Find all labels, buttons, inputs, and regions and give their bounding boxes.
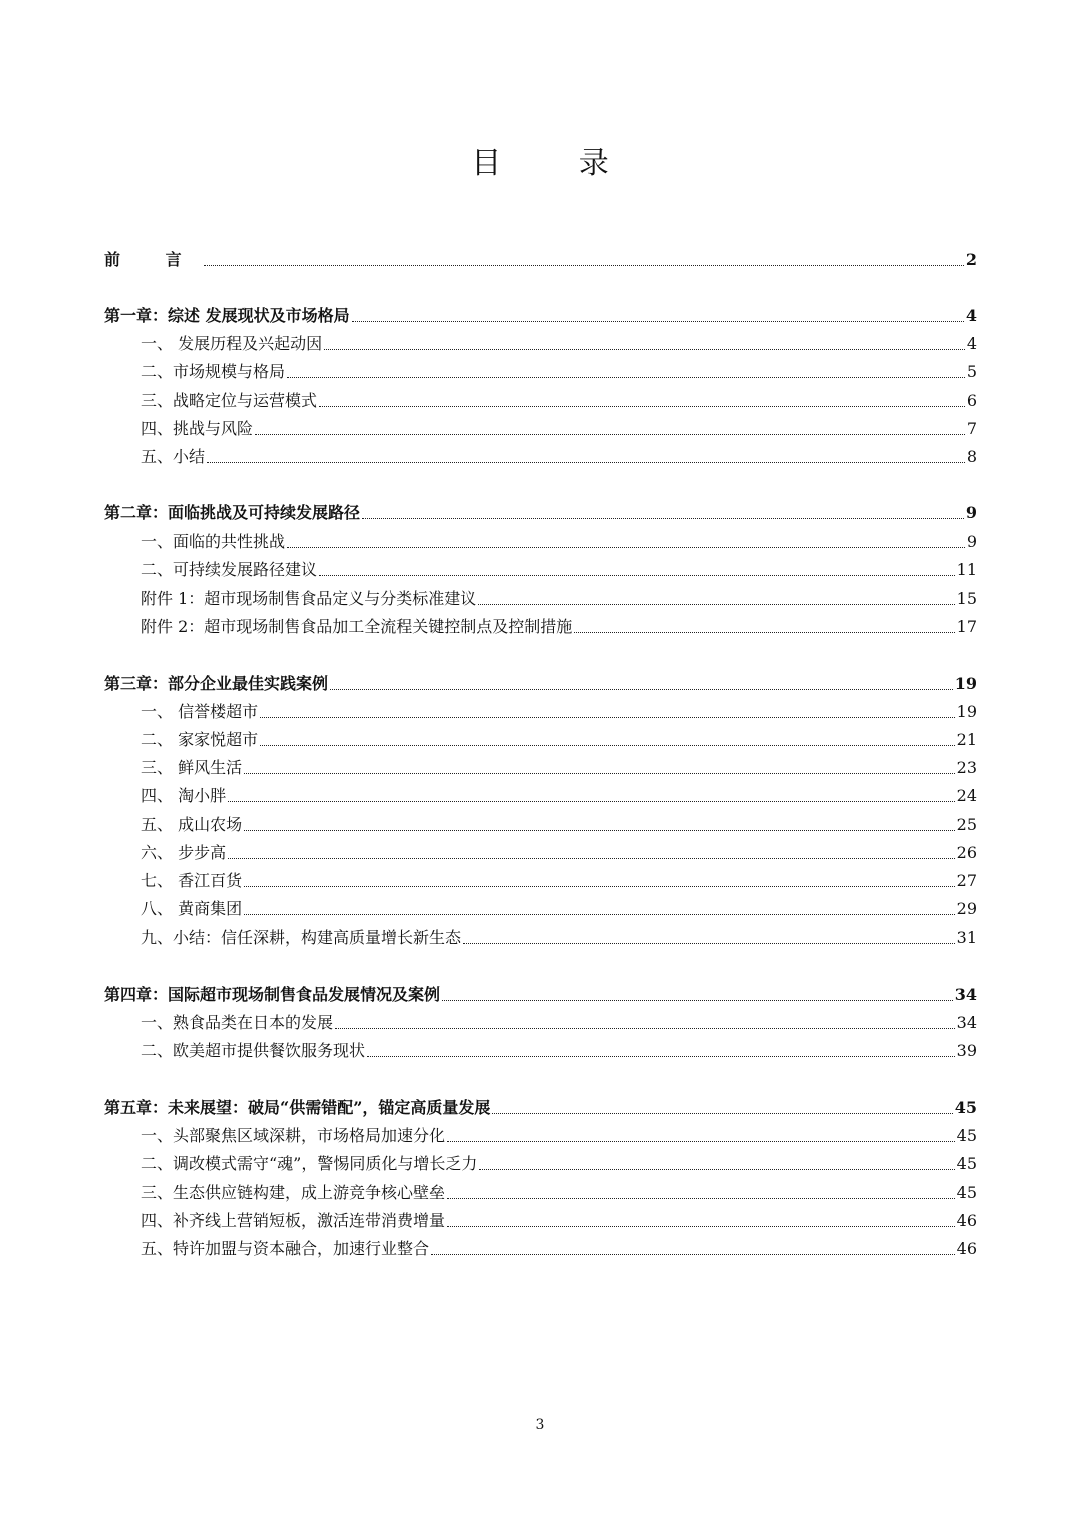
entry-label: 三、生态供应链构建，成上游竞争核心壁垒	[141, 1183, 446, 1202]
entry-page-number: 4	[966, 334, 977, 353]
toc-section-entry[interactable]	[104, 839, 977, 863]
toc-section-entry[interactable]	[104, 330, 977, 354]
entry-page-number: 19	[954, 674, 977, 693]
dot-leader	[260, 744, 955, 746]
entry-label: 二、可持续发展路径建议	[141, 560, 318, 579]
toc-chapter-entry[interactable]	[104, 499, 977, 523]
dot-leader	[319, 574, 955, 576]
entry-label: 一、熟食品类在日本的发展	[141, 1013, 334, 1032]
toc-section-entry[interactable]	[104, 726, 977, 750]
entry-label: 五、小结	[141, 447, 206, 466]
entry-page-number: 15	[956, 589, 977, 608]
toc-section-entry[interactable]	[104, 867, 977, 891]
dot-leader	[319, 405, 965, 407]
toc-chapter-entry[interactable]	[104, 302, 977, 326]
entry-page-number: 34	[954, 985, 977, 1004]
dot-leader	[287, 376, 965, 378]
entry-label: 五、 成山农场	[141, 815, 243, 834]
dot-leader	[431, 1253, 955, 1255]
entry-label: 一、头部聚焦区域深耕，市场格局加速分化	[141, 1126, 446, 1145]
entry-label: 三、战略定位与运营模式	[141, 391, 318, 410]
entry-label: 附件 1：超市现场制售食品定义与分类标准建议	[141, 589, 477, 608]
dot-leader	[492, 1112, 952, 1114]
entry-page-number: 11	[956, 560, 977, 579]
entry-page-number: 31	[956, 928, 977, 947]
dot-leader	[287, 546, 965, 548]
entry-page-number: 45	[956, 1126, 977, 1145]
toc-section-entry[interactable]	[104, 1122, 977, 1146]
entry-page-number: 8	[966, 447, 977, 466]
toc-chapter-entry[interactable]	[104, 1094, 977, 1118]
entry-page-number: 45	[956, 1154, 977, 1173]
entry-page-number: 39	[956, 1041, 977, 1060]
dot-leader	[574, 631, 954, 633]
toc-title: 目 录	[471, 146, 643, 181]
entry-label: 四、补齐线上营销短板，激活连带消费增量	[141, 1211, 446, 1230]
dot-leader	[330, 688, 953, 690]
toc-section-entry[interactable]	[104, 811, 977, 835]
entry-label: 七、 香江百货	[141, 871, 243, 890]
entry-label: 三、 鲜风生活	[141, 758, 243, 777]
entry-page-number: 5	[966, 362, 977, 381]
entry-label: 二、调改模式需守“魂”，警惕同质化与增长乏力	[141, 1154, 478, 1173]
entry-page-number: 29	[956, 899, 977, 918]
dot-leader	[442, 999, 953, 1001]
entry-page-number: 19	[956, 702, 977, 721]
dot-leader	[244, 829, 955, 831]
dot-leader	[228, 800, 955, 802]
entry-page-number: 45	[956, 1183, 977, 1202]
toc-chapter-entry[interactable]	[104, 670, 977, 694]
dot-leader	[207, 461, 965, 463]
dot-leader	[244, 772, 955, 774]
dot-leader	[479, 1168, 954, 1170]
dot-leader	[324, 348, 965, 350]
entry-page-number: 2	[965, 250, 977, 269]
entry-label: 二、欧美超市提供餐饮服务现状	[141, 1041, 366, 1060]
entry-page-number: 46	[956, 1211, 977, 1230]
toc-section-entry[interactable]	[104, 1009, 977, 1033]
entry-page-number: 7	[966, 419, 977, 438]
entry-label: 一、 信誉楼超市	[141, 702, 259, 721]
entry-label: 前 言	[104, 250, 202, 269]
toc-section-entry[interactable]	[104, 358, 977, 382]
dot-leader	[478, 603, 954, 605]
entry-page-number: 46	[956, 1239, 977, 1258]
entry-page-number: 23	[956, 758, 977, 777]
entry-label: 一、 发展历程及兴起动因	[141, 334, 323, 353]
toc-section-entry[interactable]	[104, 1150, 977, 1174]
dot-leader	[463, 942, 955, 944]
page-number: 3	[535, 1417, 545, 1433]
toc-section-entry[interactable]	[104, 556, 977, 580]
entry-label: 附件 2：超市现场制售食品加工全流程关键控制点及控制措施	[141, 617, 573, 636]
toc-section-entry[interactable]	[104, 613, 977, 637]
entry-label: 第四章：国际超市现场制售食品发展情况及案例	[104, 985, 441, 1004]
entry-page-number: 25	[956, 815, 977, 834]
dot-leader	[367, 1055, 955, 1057]
entry-page-number: 9	[966, 532, 977, 551]
entry-page-number: 6	[966, 391, 977, 410]
toc-section-entry[interactable]	[104, 782, 977, 806]
entry-page-number: 17	[956, 617, 977, 636]
toc-section-entry[interactable]	[104, 443, 977, 467]
entry-label: 六、 步步高	[141, 843, 227, 862]
dot-leader	[447, 1197, 955, 1199]
entry-label: 第三章：部分企业最佳实践案例	[104, 674, 329, 693]
entry-page-number: 21	[956, 730, 977, 749]
toc-section-entry[interactable]	[104, 1235, 977, 1259]
entry-label: 第一章：综述 发展现状及市场格局	[104, 306, 350, 325]
toc-section-entry[interactable]	[104, 387, 977, 411]
entry-label: 二、市场规模与格局	[141, 362, 286, 381]
toc-section-entry[interactable]	[104, 1037, 977, 1061]
entry-page-number: 27	[956, 871, 977, 890]
dot-leader	[244, 913, 955, 915]
dot-leader	[228, 857, 955, 859]
entry-label: 第二章：面临挑战及可持续发展路径	[104, 503, 361, 522]
toc-section-entry[interactable]	[104, 754, 977, 778]
entry-page-number: 4	[965, 306, 977, 325]
entry-label: 八、 黄商集团	[141, 899, 243, 918]
entry-label: 九、小结：信任深耕，构建高质量增长新生态	[141, 928, 462, 947]
toc-section-entry[interactable]	[104, 1207, 977, 1231]
entry-page-number: 26	[956, 843, 977, 862]
dot-leader	[255, 433, 965, 435]
toc-chapter-entry[interactable]	[104, 981, 977, 1005]
toc-chapter-entry[interactable]	[104, 246, 977, 270]
toc-section-entry[interactable]	[104, 924, 977, 948]
dot-leader	[244, 885, 955, 887]
dot-leader	[352, 320, 964, 322]
entry-label: 五、特许加盟与资本融合，加速行业整合	[141, 1239, 430, 1258]
dot-leader	[260, 716, 955, 718]
toc-section-entry[interactable]	[104, 698, 977, 722]
toc-section-entry[interactable]	[104, 528, 977, 552]
entry-label: 第五章：未来展望：破局“供需错配”，锚定高质量发展	[104, 1098, 491, 1117]
entry-label: 四、 淘小胖	[141, 786, 227, 805]
entry-page-number: 9	[965, 503, 977, 522]
dot-leader	[362, 517, 964, 519]
entry-page-number: 45	[954, 1098, 977, 1117]
toc-section-entry[interactable]	[104, 895, 977, 919]
entry-label: 四、挑战与风险	[141, 419, 254, 438]
toc-section-entry[interactable]	[104, 415, 977, 439]
entry-page-number: 34	[956, 1013, 977, 1032]
dot-leader	[204, 264, 964, 266]
entry-page-number: 24	[956, 786, 977, 805]
entry-label: 一、面临的共性挑战	[141, 532, 286, 551]
dot-leader	[335, 1027, 955, 1029]
entry-label: 二、 家家悦超市	[141, 730, 259, 749]
toc-section-entry[interactable]	[104, 585, 977, 609]
toc-section-entry[interactable]	[104, 1179, 977, 1203]
dot-leader	[447, 1225, 955, 1227]
dot-leader	[447, 1140, 955, 1142]
